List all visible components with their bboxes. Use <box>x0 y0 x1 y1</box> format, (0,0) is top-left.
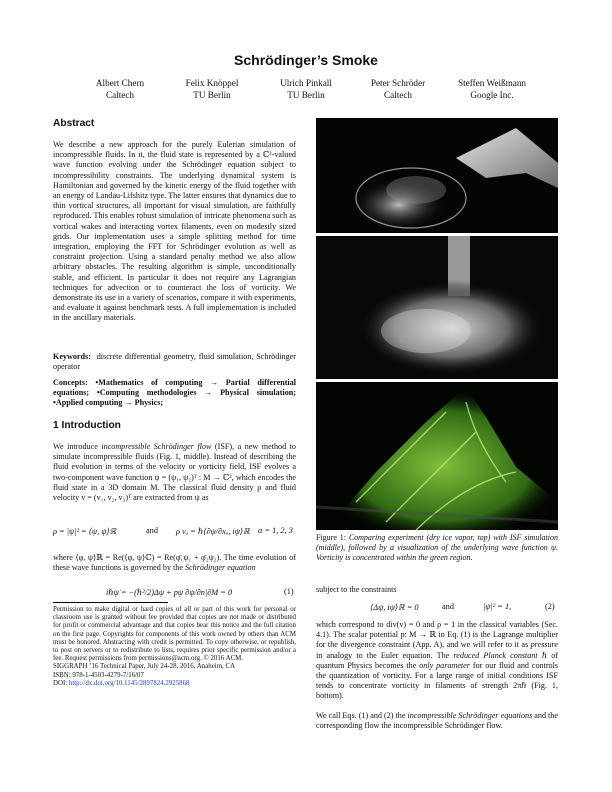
equation-1: iℏψ̇ = −(ℏ²/2)Δψ + pψ ∂ψ/∂n|∂M = 0 <box>106 588 233 597</box>
body-emph: reduced Planck constant ℏ <box>453 650 548 660</box>
constraints-intro <box>316 585 558 595</box>
body-text: of quantum Physics becomes the <box>316 650 558 670</box>
author-name: Steffen Weißmann <box>457 78 527 88</box>
equation-number: (2) <box>545 602 555 611</box>
footnote-rule <box>53 602 168 603</box>
equation-number: (1) <box>284 587 294 596</box>
abstract-heading: Abstract <box>53 118 95 129</box>
body-emph: pressure <box>530 640 558 650</box>
conference-line: SIGGRAPH ’16 Technical Paper, July 24-28, 2016, Anaheim, CA <box>53 663 236 671</box>
constraints-intro-text: subject to the constraints <box>316 585 397 594</box>
intro-text: We introduce <box>53 442 102 451</box>
body-text: for our fluid and controls the quantization of vorticity. For a large range of initial conditions ISF tends to concentrate vorticity in filaments of strength 2πℏ (Fig. 1, bottom). <box>316 660 559 701</box>
equation-rho: ρ = |ψ|² = ⟨ψ, ψ⟩ℝ <box>53 527 117 536</box>
author-affiliation: Caltech <box>105 90 135 100</box>
smoke-photo <box>316 118 558 233</box>
equation-velocity: ρ vₐ = ℏ⟨∂ψ/∂xₐ, iψ⟩ℝ <box>176 527 250 536</box>
intro-text: (ISF), a new method to simulate incompressible fluids (Fig. 1, middle). Instead of describing the fluid evolution in terms of the velocity or vorticity field, ISF evolves a two-component wave function ψ = (ψ₁, ψ₂)ᵀ : M → ℂ², which encodes the fluid state in a 3D domain M. The classical fluid density ρ and fluid velocity v = (v₁, v₂, v₃)ᵀ are extracted from ψ as <box>53 442 296 503</box>
isbn-line: ISBN: 978-1-4503-4279-7/16/07 <box>53 671 144 679</box>
body-text: We call Eqs. (1) and (2) the <box>316 711 408 720</box>
keywords <box>53 352 296 372</box>
equation-alpha: α = 1, 2, 3 <box>258 526 293 535</box>
equation-and: and <box>146 526 158 535</box>
figure-image-simulation <box>316 236 558 379</box>
author-affiliation: TU Berlin <box>193 90 231 100</box>
abstract-paragraph: We describe a new approach for the purely Eulerian simulation of incompressible fluids. In it, the fluid state is represented by a ℂ²-valued wave function evolving under the Schrödinger equation subject to incompressibility constraints. The underlying dynamical system is Hamiltonian and governed by the kinetic energy of the fluid together with an energy of Landau-Lifshitz type. The latter ensures that dynamics due to thin vortical structures, all important for visual simulation, are faithfully reproduced. This enables robust simulation of intricate phenomena such as vortical wakes and interacting vortex filaments, even on modestly sized grids. Our implementation uses a simple splitting method for time integration, employing the FFT for Schrödinger evolution as well as constraint projection. Using a standard penalty method we also allow arbitrary obstacles. The resulting algorithm is simple, unconditionally stable, and efficient. In particular it does not require any Lagrangian techniques for advection or to counteract the loss of vorticity. We demonstrate its use in a variety of scenarios, compare it with experiments, and evaluate it against benchmark tests. A full implementation is included in the ancillary materials. <box>53 140 296 323</box>
figure-label: Figure 1: <box>316 533 349 542</box>
intro-text: where ⟨φ, ψ⟩ℝ = Re(⟨φ, ψ⟩ℂ) = Re(φ̄₁ψ₁ + φ̄₂ψ₂). The time evolution of these wave functions is governed by the <box>53 553 296 573</box>
section-heading: 1 Introduction <box>53 420 121 431</box>
abstract-text <box>53 140 296 324</box>
keywords-text: discrete differential geometry, fluid simulation, Schrödinger operator <box>53 352 296 372</box>
intro-paragraph <box>53 442 296 503</box>
body-text: and the corresponding flow the incompressible Schrödinger flow. <box>316 711 558 731</box>
equation-2-and: and <box>442 602 454 611</box>
figure-caption-text: Comparing experiment (dry ice vapor, top) with ISF simulation (middle), followed by a visualization of the underlying wave function ψ. Vorticity is concentrated within the green region. <box>316 533 559 562</box>
author-name: Albert Chern <box>95 78 145 88</box>
intro-emph: Schrödinger equation <box>185 563 256 573</box>
intro-paragraph-2 <box>53 553 296 573</box>
concepts-label: Concepts: <box>53 378 88 387</box>
intro-emph: incompressible Schrödinger flow <box>101 442 212 451</box>
body-emph: only parameter <box>419 660 470 670</box>
author-block <box>437 77 547 101</box>
wave-function-visualization <box>316 382 558 530</box>
body-emph: incompressible Schrödinger equations <box>407 711 533 720</box>
concepts-text: •Mathematics of computing → Partial differential equations; •Computing methodologies → Physical simulation; •Applied computing → Physics; <box>53 378 297 408</box>
body-text: in analogy to the Euler equation. The <box>316 650 454 660</box>
ise-paragraph <box>316 711 558 731</box>
author-affiliation: Caltech <box>383 90 413 100</box>
figure-image-wavefunction <box>316 382 558 530</box>
paper-title: Schrödinger’s Smoke <box>234 52 378 68</box>
body-text: which correspond to div(v) = 0 and ρ = 1 in the classical variables (Sec. 4.1). The scalar potential p: M → ℝ in Eq. (1) is the Lagrange multiplier for the divergence constraint (App. A), and we will refer to it as <box>316 620 558 650</box>
figure-caption <box>316 533 558 562</box>
equation-2-left: ⟨Δψ, iψ⟩ℝ = 0 <box>370 603 419 612</box>
author-affiliation: TU Berlin <box>287 90 325 100</box>
doi-label: DOI: <box>53 679 69 687</box>
author-name: Felix Knöppel <box>185 78 239 88</box>
author-name: Ulrich Pinkall <box>280 78 332 88</box>
pressure-paragraph <box>316 620 558 702</box>
smoke-simulation <box>316 236 558 379</box>
permission-text: Permission to make digital or hard copies of all or part of this work for personal or classroom use is granted without fee provided that copies are not made or distributed for profit or commercial advantage and that copies bear this notice and the full citation on the first page. Copyrights for components of this work owned by others than ACM must be honored. Abstracting with credit is permitted. To copy otherwise, or republish, to post on servers or to redistribute to lists, requires prior specific permission and/or a fee. Request permissions from permissions@acm.org. © 2016 ACM. <box>53 606 296 663</box>
author-name: Peter Schröder <box>370 78 426 88</box>
keywords-label: Keywords: <box>53 352 91 361</box>
equation-2-right: |ψ|² = 1, <box>483 602 512 611</box>
figure-image-experiment <box>316 118 558 233</box>
concepts <box>53 378 296 409</box>
author-affiliation: Google Inc. <box>470 90 514 100</box>
footnote <box>53 606 296 688</box>
doi-link[interactable]: http://dx.doi.org/10.1145/2897824.2925868 <box>68 679 190 687</box>
